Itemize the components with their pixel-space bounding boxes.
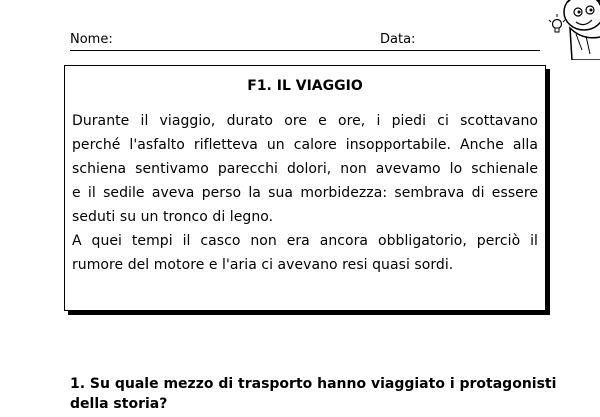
question-line-2: della storia? <box>70 396 168 412</box>
story-line-6: A quei tempi il casco non era ancora obbligatorio, perciò il <box>72 233 538 249</box>
story-line-4: e il sedile aveva perso la sua morbidezza: sembrava di essere <box>72 185 538 201</box>
story-line-2: perché l'asfalto rifletteva un calore insopportabile. Anche alla <box>72 137 538 153</box>
story-box <box>64 65 546 311</box>
cartoon-character-with-lightbulb-icon <box>546 0 600 60</box>
name-date-line <box>70 32 540 51</box>
story-title: F1. IL VIAGGIO <box>247 78 363 94</box>
name-label: Nome: <box>70 32 113 47</box>
date-label: Data: <box>380 32 416 47</box>
story-line-1: Durante il viaggio, durato ore e ore, i piedi ci scottavano <box>72 113 538 129</box>
story-line-3: schiena sentivamo parecchi dolori, non avevamo lo schienale <box>72 161 538 177</box>
question-line-1: 1. Su quale mezzo di trasporto hanno viaggiato i protagonisti <box>70 376 557 392</box>
story-text <box>72 109 538 277</box>
story-line-5: seduti su un tronco di legno. <box>72 209 274 225</box>
story-line-7: rumore del motore e l'aria ci avevano resi quasi sordi. <box>72 257 454 273</box>
question-1 <box>70 374 557 414</box>
